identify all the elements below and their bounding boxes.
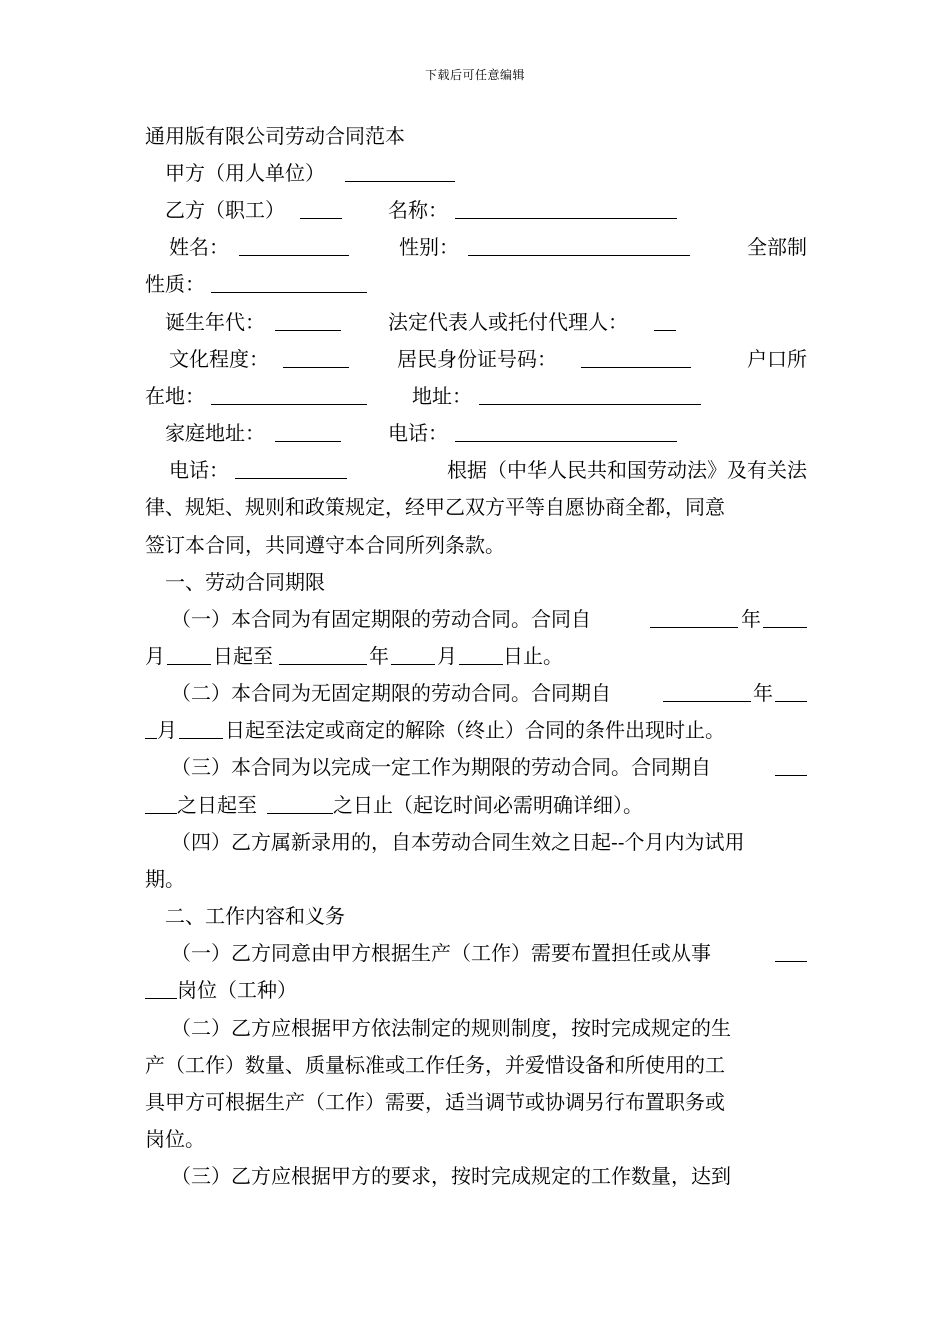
- intro-line-1: 电话： 根据（中华人民共和国劳动法》及有关法: [145, 452, 807, 489]
- phone-2-blank[interactable]: [235, 454, 347, 479]
- party-a-line: 甲方（用人单位）: [145, 155, 807, 192]
- clause-1-2-line-1: （二）本合同为无固定期限的劳动合同。合同期自 年: [145, 675, 807, 712]
- post-blank-a[interactable]: [775, 937, 807, 962]
- clause-1-3-line-1: （三）本合同为以完成一定工作为期限的劳动合同。合同期自: [145, 749, 807, 786]
- clause-1-1-line-1: （一）本合同为有固定期限的劳动合同。合同自 年: [145, 601, 807, 638]
- party-b-line: 乙方（职工） 名称：: [145, 192, 807, 229]
- party-a-blank[interactable]: [345, 157, 455, 182]
- clause-2-2-line-3: 具甲方可根据生产（工作）需要，适当调节或协调另行布置职务或: [145, 1090, 725, 1114]
- name-blank[interactable]: [455, 194, 677, 219]
- phone-blank[interactable]: [455, 417, 677, 442]
- task-end-blank[interactable]: [267, 789, 333, 814]
- name-gender-line: 姓名： 性别： 全部制: [145, 229, 807, 266]
- clause-2-1-line-2: 岗位（工种）: [145, 972, 807, 1009]
- intro-line-3: 签订本合同，共同遵守本合同所列条款。: [145, 533, 505, 557]
- section-1-title: 一、劳动合同期限: [165, 570, 325, 594]
- home-address-line: 家庭地址： 电话：: [145, 415, 807, 452]
- end-month-blank[interactable]: [391, 640, 435, 665]
- section-2-title: 二、工作内容和义务: [165, 904, 345, 928]
- open-start-year-blank[interactable]: [663, 677, 751, 702]
- intro-line-2: 律、规矩、规则和政策规定，经甲乙双方平等自愿协商全都，同意: [145, 495, 725, 519]
- document-title: 通用版有限公司劳动合同范本: [145, 124, 405, 148]
- clause-1-1-line-2: 月 日起至 年 月 日止。: [145, 638, 807, 675]
- open-start-month-blank-b[interactable]: [145, 714, 157, 739]
- task-start-blank-b[interactable]: [145, 789, 177, 814]
- clause-2-2-line-2: 产（工作）数量、质量标准或工作任务，并爱惜设备和所使用的工: [145, 1053, 725, 1077]
- education-line: 文化程度： 居民身份证号码： 户口所: [145, 341, 807, 378]
- open-start-month-blank-a[interactable]: [775, 677, 807, 702]
- clause-2-2-line-4: 岗位。: [145, 1127, 205, 1151]
- start-month-blank[interactable]: [763, 603, 807, 628]
- party-b-blank[interactable]: [300, 194, 342, 219]
- birth-blank[interactable]: [275, 306, 341, 331]
- ownership-line: 性质：: [145, 266, 807, 303]
- education-blank[interactable]: [283, 343, 349, 368]
- end-day-blank[interactable]: [459, 640, 503, 665]
- clause-2-2-line-1: （二）乙方应根据甲方依法制定的规则制度，按时完成规定的生: [171, 1016, 731, 1040]
- clause-2-1-line-1: （一）乙方同意由甲方根据生产（工作）需要布置担任或从事: [145, 935, 807, 972]
- clause-1-4-line-2: 期。: [145, 867, 185, 891]
- legal-rep-blank[interactable]: [654, 306, 676, 331]
- start-day-blank[interactable]: [167, 640, 211, 665]
- post-blank-b[interactable]: [145, 974, 177, 999]
- gender-blank[interactable]: [468, 231, 690, 256]
- start-year-blank[interactable]: [650, 603, 738, 628]
- birth-line: 诞生年代： 法定代表人或托付代理人：: [145, 304, 807, 341]
- address-blank[interactable]: [479, 380, 701, 405]
- home-address-blank[interactable]: [275, 417, 341, 442]
- task-start-blank-a[interactable]: [775, 751, 807, 776]
- person-name-blank[interactable]: [239, 231, 349, 256]
- header-note: 下载后可任意编辑: [424, 68, 525, 82]
- clause-1-4-line-1: （四）乙方属新录用的，自本劳动合同生效之日起--个月内为试用: [171, 830, 745, 854]
- open-start-day-blank[interactable]: [179, 714, 223, 739]
- hukou-line: 在地： 地址：: [145, 378, 807, 415]
- clause-1-3-line-2: 之日起至 之日止（起讫时间必需明确详细）。: [145, 787, 807, 824]
- id-number-blank[interactable]: [581, 343, 691, 368]
- clause-1-2-line-2: 月 日起至法定或商定的解除（终止）合同的条件出现时止。: [145, 712, 807, 749]
- hukou-blank[interactable]: [211, 380, 367, 405]
- end-year-blank[interactable]: [279, 640, 367, 665]
- clause-2-3-line-1: （三）乙方应根据甲方的要求，按时完成规定的工作数量，达到: [171, 1164, 731, 1188]
- ownership-blank[interactable]: [211, 268, 367, 293]
